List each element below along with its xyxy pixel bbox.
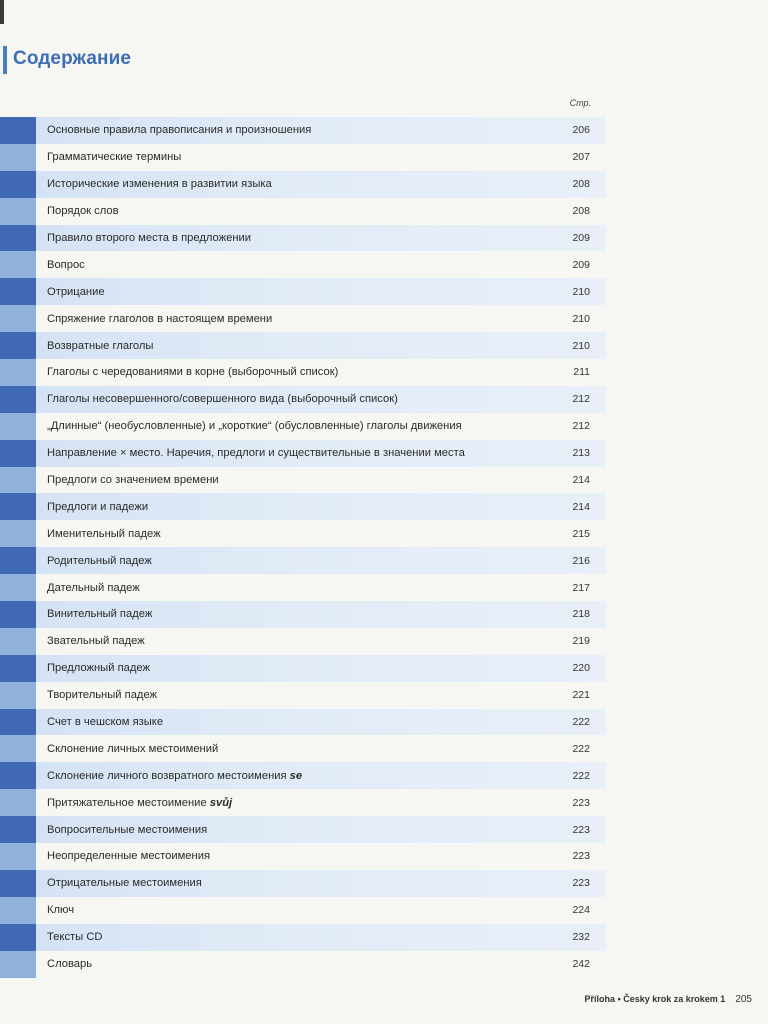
toc-entry-title — [47, 205, 526, 217]
page-column-header: Стр. — [569, 98, 591, 108]
toc-entry-page: 212 — [572, 420, 590, 433]
row-tab-marker — [0, 816, 36, 843]
toc-entry[interactable] — [0, 251, 606, 278]
toc-entry[interactable] — [0, 655, 606, 682]
row-tab-marker — [0, 467, 36, 494]
toc-entry-title — [47, 528, 526, 540]
row-tab-marker — [0, 924, 36, 951]
toc-entry[interactable] — [0, 332, 606, 359]
toc-entry-page: 223 — [572, 823, 590, 836]
toc-entry-title — [47, 555, 526, 567]
toc-entry[interactable] — [0, 305, 606, 332]
toc-entry-text: Возвратные глаголы — [47, 339, 154, 352]
toc-entry[interactable] — [0, 762, 606, 789]
toc-entry-page: 217 — [572, 581, 590, 594]
toc-entry-title — [47, 124, 526, 136]
toc-entry-page: 215 — [572, 527, 590, 540]
toc-entry-page: 222 — [572, 742, 590, 755]
toc-entry[interactable] — [0, 735, 606, 762]
toc-entry-page: 207 — [572, 151, 590, 164]
toc-entry-page: 209 — [572, 232, 590, 244]
toc-entry-page: 213 — [572, 447, 590, 460]
toc-entry-text: Дательный падеж — [47, 581, 140, 594]
toc-entry[interactable] — [0, 171, 606, 198]
toc-entry-text: Направление × место. Наречия, предлоги и существительные в значении места — [47, 447, 465, 460]
toc-entry-title — [47, 501, 526, 513]
toc-entry-title — [47, 824, 526, 836]
toc-entry-title — [47, 420, 526, 432]
row-tab-marker — [0, 251, 36, 278]
row-tab-marker — [0, 493, 36, 520]
toc-entry-page: 208 — [572, 178, 590, 191]
toc-entry-page: 208 — [572, 205, 590, 218]
toc-entry-text: Склонение личных местоимений — [47, 742, 219, 755]
row-tab-marker — [0, 440, 36, 467]
toc-entry-page: 223 — [572, 877, 590, 890]
toc-entry-page: 222 — [572, 769, 590, 782]
row-tab-marker — [0, 413, 36, 440]
footer-section: Příloha — [584, 994, 616, 1004]
toc-entry-title — [47, 286, 526, 298]
toc-entry-page: 214 — [572, 474, 590, 487]
toc-entry[interactable] — [0, 924, 606, 951]
toc-entry-title — [47, 178, 526, 190]
row-tab-marker — [0, 520, 36, 547]
toc-entry-text: Вопросительные местоимения — [47, 823, 208, 836]
title-accent-bar — [3, 46, 7, 74]
toc-entry-page: 218 — [572, 608, 590, 621]
toc-entry[interactable] — [0, 520, 606, 547]
toc-entry-text: Отрицательные местоимения — [47, 877, 202, 890]
toc-entry-page: 222 — [572, 716, 590, 729]
toc-entry-text: Винительный падеж — [47, 608, 153, 621]
toc-entry-title — [47, 474, 526, 486]
row-tab-marker — [0, 547, 36, 574]
table-of-contents — [0, 117, 606, 978]
row-tab-marker — [0, 386, 36, 413]
toc-entry-page: 232 — [572, 931, 590, 944]
toc-entry-text: Основные правила правописания и произношения — [47, 124, 312, 137]
toc-entry[interactable] — [0, 628, 606, 655]
toc-entry-title — [47, 232, 526, 244]
footer-separator: • — [617, 994, 621, 1004]
toc-entry-title — [47, 366, 526, 378]
toc-entry-title — [47, 259, 526, 271]
toc-entry-title — [47, 797, 526, 809]
toc-entry-title — [47, 743, 526, 755]
toc-entry-title — [47, 582, 526, 594]
toc-entry-title — [47, 689, 526, 701]
footer-breadcrumb — [585, 994, 726, 1004]
toc-entry[interactable] — [0, 547, 606, 574]
toc-entry-page: 221 — [572, 689, 590, 702]
toc-entry-text: Притяжательное местоимение — [47, 796, 210, 809]
toc-entry-text: Порядок слов — [47, 205, 119, 218]
toc-entry-page: 212 — [572, 393, 590, 406]
toc-entry-title — [47, 608, 526, 620]
row-tab-marker — [0, 682, 36, 709]
toc-entry[interactable] — [0, 870, 606, 897]
toc-entry-text: Правило второго места в предложении — [47, 232, 251, 244]
toc-entry-title — [47, 904, 526, 916]
toc-entry-page: 210 — [572, 312, 590, 325]
row-tab-marker — [0, 332, 36, 359]
toc-entry-page: 219 — [572, 635, 590, 648]
row-tab-marker — [0, 870, 36, 897]
toc-entry[interactable] — [0, 225, 606, 252]
toc-entry[interactable] — [0, 709, 606, 736]
toc-entry-text: Родительный падеж — [47, 554, 152, 567]
toc-entry-text: Ключ — [47, 904, 75, 917]
toc-entry-text: Словарь — [47, 958, 93, 971]
toc-entry-title — [47, 635, 526, 647]
row-tab-marker — [0, 951, 36, 978]
toc-entry-text: Предложный падеж — [47, 662, 150, 675]
toc-entry-title — [47, 340, 526, 352]
toc-entry-title — [47, 770, 526, 782]
toc-entry-text: Спряжение глаголов в настоящем времени — [47, 312, 273, 325]
toc-entry-text: Тексты CD — [47, 931, 103, 944]
toc-entry[interactable] — [0, 574, 606, 601]
toc-entry[interactable] — [0, 440, 606, 467]
toc-entry-term: svůj — [209, 796, 233, 809]
page-footer — [585, 994, 752, 1005]
toc-entry-text: Глаголы несовершенного/совершенного вида (выборочный список) — [47, 393, 398, 406]
row-tab-marker — [0, 359, 36, 386]
toc-entry[interactable] — [0, 467, 606, 494]
toc-entry[interactable] — [0, 144, 606, 171]
toc-entry-text: Предлоги со значением времени — [47, 474, 219, 487]
toc-entry-page: 211 — [573, 366, 590, 379]
toc-entry[interactable] — [0, 359, 606, 386]
toc-entry-title — [47, 958, 526, 970]
toc-entry-title — [47, 447, 526, 459]
toc-entry-title — [47, 313, 526, 325]
toc-entry-text: Склонение личного возвратного местоимения — [47, 769, 290, 782]
toc-entry-text: Отрицание — [47, 285, 105, 298]
row-tab-marker — [0, 144, 36, 171]
toc-entry[interactable] — [0, 601, 606, 628]
row-tab-marker — [0, 762, 36, 789]
row-tab-marker — [0, 897, 36, 924]
row-tab-marker — [0, 198, 36, 225]
toc-entry[interactable] — [0, 117, 606, 144]
toc-entry-text: Неопределенные местоимения — [47, 850, 211, 863]
toc-entry-text: Именительный падеж — [47, 527, 161, 540]
toc-entry-text: „Длинные“ (необусловленные) и „короткие“ (обусловленные) глаголы движения — [47, 420, 462, 433]
toc-entry-text: Исторические изменения в развитии языка — [47, 178, 272, 191]
toc-entry[interactable] — [0, 682, 606, 709]
toc-entry-page: 242 — [572, 958, 590, 971]
toc-entry-title — [47, 931, 526, 943]
toc-entry-text: Предлоги и падежи — [47, 500, 149, 513]
row-tab-marker — [0, 171, 36, 198]
row-tab-marker — [0, 789, 36, 816]
toc-entry-text: Глаголы с чередованиями в корне (выборочный список) — [47, 366, 339, 379]
row-tab-marker — [0, 655, 36, 682]
toc-entry-page: 209 — [572, 258, 590, 271]
row-tab-marker — [0, 117, 36, 144]
toc-entry-text: Счет в чешском языке — [47, 716, 164, 729]
toc-entry[interactable] — [0, 278, 606, 305]
toc-entry-page: 210 — [572, 339, 590, 352]
toc-entry[interactable] — [0, 816, 606, 843]
toc-entry[interactable] — [0, 951, 606, 978]
row-tab-marker — [0, 574, 36, 601]
row-tab-marker — [0, 601, 36, 628]
toc-entry-page: 223 — [572, 850, 590, 863]
toc-entry-page: 206 — [572, 124, 590, 137]
row-tab-marker — [0, 843, 36, 870]
row-tab-marker — [0, 735, 36, 762]
toc-entry[interactable] — [0, 198, 606, 225]
toc-entry-title — [47, 393, 526, 405]
footer-book-title: Česky krok za krokem 1 — [623, 994, 726, 1004]
toc-entry[interactable] — [0, 493, 606, 520]
toc-entry-text: Творительный падеж — [47, 689, 158, 702]
toc-entry-title — [47, 151, 526, 163]
toc-entry-page: 214 — [572, 500, 590, 513]
row-tab-marker — [0, 278, 36, 305]
row-tab-marker — [0, 305, 36, 332]
toc-entry-page: 220 — [572, 662, 590, 675]
page-title: Содержание — [13, 48, 132, 69]
toc-entry-text: Вопрос — [47, 258, 85, 271]
toc-entry-text: Грамматические термины — [47, 151, 182, 164]
toc-entry-page: 216 — [572, 554, 590, 567]
toc-entry[interactable] — [0, 413, 606, 440]
row-tab-marker — [0, 628, 36, 655]
toc-entry-title — [47, 877, 526, 889]
toc-entry[interactable] — [0, 386, 606, 413]
row-tab-marker — [0, 225, 36, 252]
corner-mark — [0, 0, 4, 24]
toc-entry-text: Звательный падеж — [47, 635, 145, 648]
toc-entry[interactable] — [0, 789, 606, 816]
footer-page-number: 205 — [735, 994, 752, 1005]
toc-entry-term: se — [289, 769, 303, 782]
toc-entry[interactable] — [0, 897, 606, 924]
toc-entry-title — [47, 716, 526, 728]
toc-entry-title — [47, 662, 526, 674]
toc-entry-title — [47, 850, 526, 862]
row-tab-marker — [0, 709, 36, 736]
toc-entry[interactable] — [0, 843, 606, 870]
toc-entry-page: 210 — [572, 285, 590, 298]
toc-entry-page: 223 — [572, 796, 590, 809]
toc-entry-page: 224 — [572, 904, 590, 917]
